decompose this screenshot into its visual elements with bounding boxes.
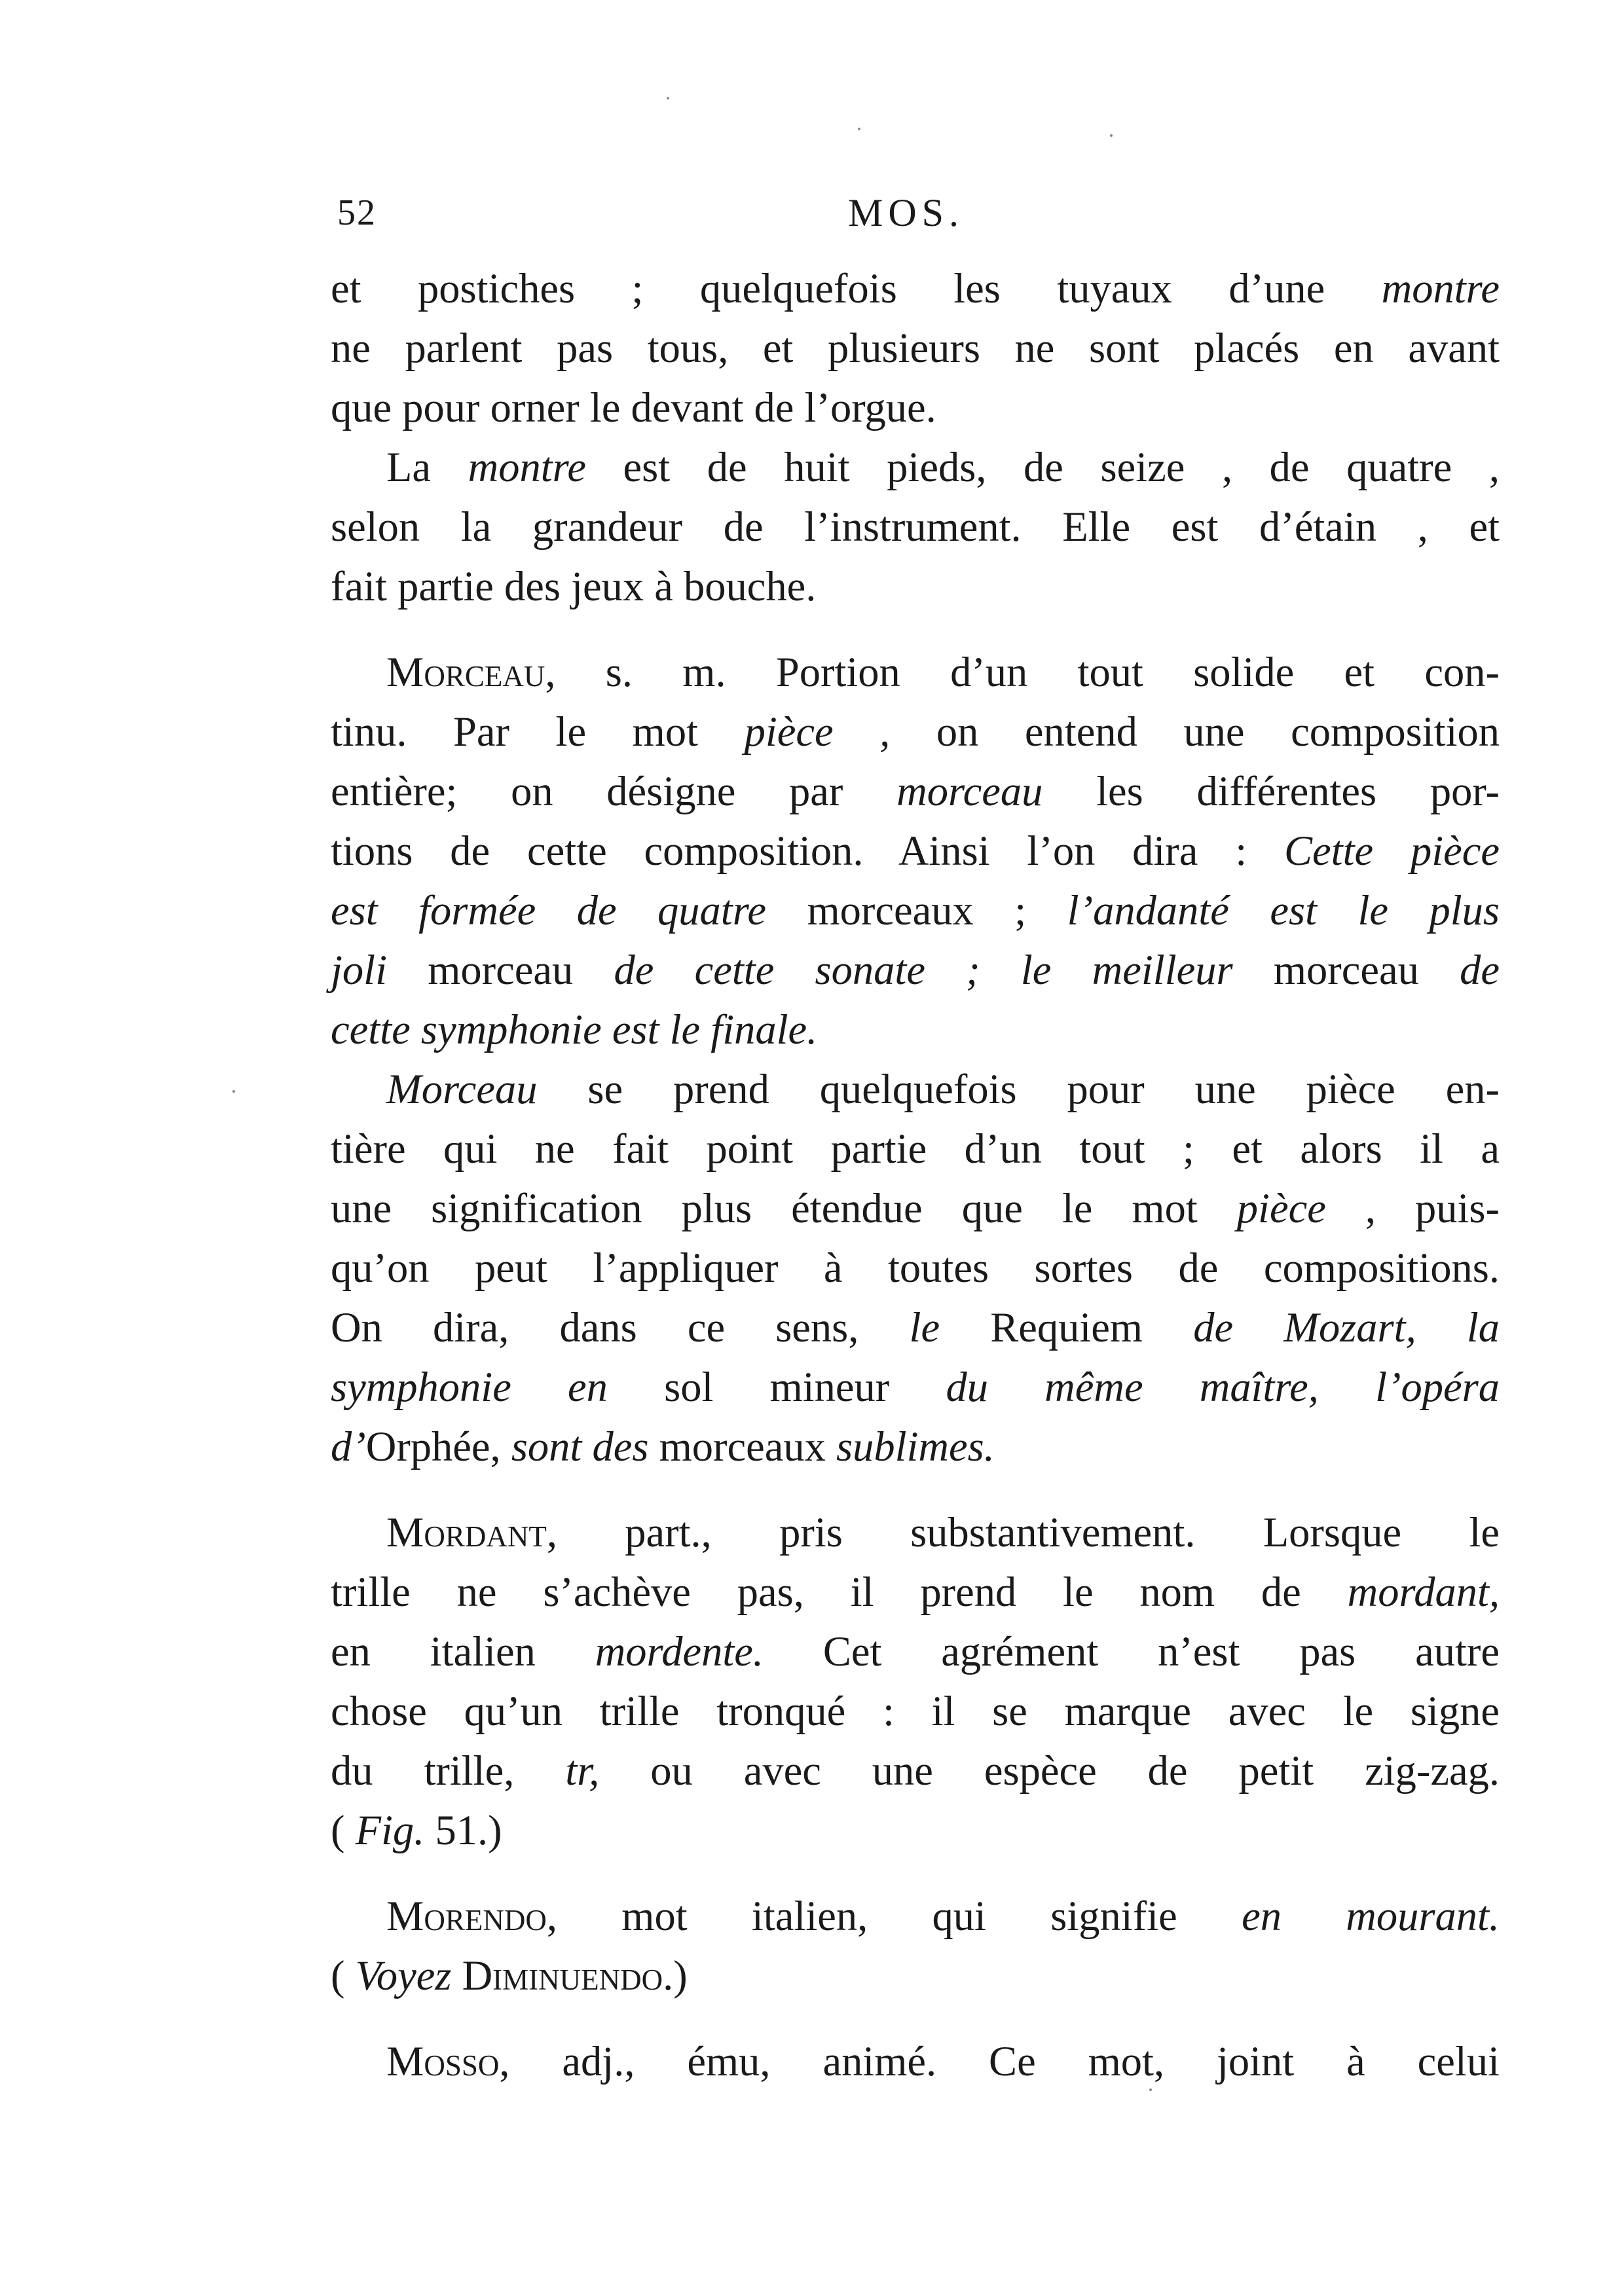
- text-run: 51.): [424, 1807, 502, 1853]
- text-line: [331, 1417, 1500, 1476]
- text-run: on entend une composition: [890, 708, 1500, 755]
- paper-speck: [1149, 2088, 1152, 2091]
- italic-text: mordente.: [595, 1628, 764, 1675]
- paper-speck: [667, 97, 669, 100]
- paper-speck: [858, 128, 860, 130]
- italic-text: d’: [331, 1423, 366, 1470]
- text-run: tière qui ne fait point partie d’un tout ; et alors il a: [331, 1125, 1500, 1172]
- text-run: fait partie des jeux à bouche.: [331, 563, 817, 610]
- text-line: [331, 1059, 1500, 1119]
- text-run: trille ne s’achève pas, il prend le nom de: [331, 1569, 1348, 1615]
- italic-text: de Mozart, la: [1193, 1304, 1500, 1351]
- text-run: , adj., ému, animé. Ce mot, joint à celui: [499, 2038, 1500, 2085]
- text-run: (: [331, 1952, 356, 1999]
- italic-text: symphonie en: [331, 1364, 608, 1410]
- text-line: [331, 821, 1500, 881]
- italic-text: le: [909, 1304, 940, 1351]
- page-number: 52: [337, 192, 377, 233]
- text-run: morceaux ;: [766, 887, 1067, 934]
- italic-text: sublimes.: [836, 1423, 995, 1470]
- italic-text: Morceau: [386, 1066, 538, 1112]
- text-line: [331, 642, 1500, 702]
- text-line: [331, 1886, 1500, 1946]
- text-run: selon la grandeur de l’instrument. Elle est d’étain , et: [331, 503, 1500, 550]
- text-run: , puis-: [1325, 1185, 1500, 1231]
- dictionary-body-text: [331, 259, 1500, 2091]
- text-run: , part., pris substantivement. Lorsque le: [546, 1509, 1500, 1556]
- text-run: est de huit pieds, de seize , de quatre ,: [585, 444, 1500, 490]
- text-line: [331, 1681, 1500, 1741]
- italic-text: tr,: [565, 1747, 600, 1794]
- text-run: ou avec une espèce de petit zig-zag.: [599, 1747, 1500, 1794]
- entry-headword: Morendo: [386, 1893, 547, 1939]
- text-line: [331, 761, 1500, 821]
- running-head: [337, 180, 1496, 246]
- italic-text: pièce ,: [744, 708, 891, 755]
- text-run: .): [663, 1952, 688, 1999]
- text-line: [331, 702, 1500, 761]
- text-run: les différentes por-: [1043, 768, 1500, 814]
- text-run: [451, 1952, 462, 1999]
- italic-text: Cette pièce: [1284, 828, 1500, 874]
- entry-headword: Morceau: [386, 649, 545, 695]
- text-line: [331, 1946, 1500, 2005]
- text-run: ne parlent pas tous, et plusieurs ne sont placés en avant: [331, 325, 1500, 371]
- text-line: [331, 940, 1500, 1000]
- text-run: La: [386, 444, 468, 490]
- text-run: Cet agrément n’est pas autre: [764, 1628, 1500, 1675]
- text-run: Orphée,: [365, 1423, 511, 1470]
- paper-speck: [1110, 134, 1113, 137]
- text-run: morceau: [387, 947, 614, 993]
- italic-text: Fig.: [355, 1807, 425, 1853]
- text-run: entière; on désigne par: [331, 768, 897, 814]
- text-run: morceau: [1232, 947, 1460, 993]
- text-run: se prend quelquefois pour une pièce en-: [537, 1066, 1500, 1112]
- paragraph-gap: [331, 1476, 1500, 1503]
- paper-speck: [232, 1090, 235, 1093]
- entry-headword: Diminuendo: [462, 1952, 663, 1999]
- paragraph-gap: [331, 2005, 1500, 2032]
- text-line: [331, 1741, 1500, 1800]
- entry-headword: Mordant: [386, 1509, 547, 1556]
- text-run: en italien: [331, 1628, 595, 1675]
- paragraph-gap: [331, 616, 1500, 642]
- text-line: [331, 318, 1500, 378]
- running-title: MOS.: [848, 191, 965, 234]
- text-line: [331, 1357, 1500, 1417]
- text-line: [331, 881, 1500, 940]
- italic-text: est formée de quatre: [331, 887, 767, 934]
- text-run: (: [331, 1807, 356, 1853]
- text-line: [331, 437, 1500, 497]
- text-run: et postiches ; quelquefois les tuyaux d’une: [331, 265, 1382, 312]
- italic-text: montre: [1381, 265, 1500, 312]
- text-run: du trille,: [331, 1747, 566, 1794]
- text-line: [331, 1000, 1500, 1059]
- italic-text: mordant,: [1347, 1569, 1500, 1615]
- italic-text: l’andanté est le plus: [1067, 887, 1500, 934]
- text-line: [331, 497, 1500, 556]
- text-run: , s. m. Portion d’un tout solide et con-: [545, 649, 1500, 695]
- italic-text: de cette sonate ; le meilleur: [614, 947, 1233, 993]
- text-line: [331, 1622, 1500, 1681]
- italic-text: cette symphonie est le finale.: [331, 1006, 818, 1053]
- text-run: chose qu’un trille tronqué : il se marque avec le signe: [331, 1688, 1500, 1734]
- text-line: [331, 1800, 1500, 1860]
- text-run: une signification plus étendue que le mot: [331, 1185, 1237, 1231]
- text-line: [331, 1562, 1500, 1622]
- text-line: [331, 1178, 1500, 1238]
- text-line: [331, 1238, 1500, 1298]
- text-run: On dira, dans ce sens,: [331, 1304, 910, 1351]
- italic-text: du même maître, l’opéra: [946, 1364, 1500, 1410]
- italic-text: de: [1460, 947, 1500, 993]
- text-line: [331, 378, 1500, 437]
- text-line: [331, 259, 1500, 318]
- text-run: sol mineur: [607, 1364, 946, 1410]
- italic-text: en mourant.: [1242, 1893, 1500, 1939]
- text-run: , mot italien, qui signifie: [546, 1893, 1242, 1939]
- text-line: [331, 1503, 1500, 1562]
- italic-text: montre: [468, 444, 586, 490]
- text-line: [331, 1119, 1500, 1178]
- italic-text: joli: [331, 947, 388, 993]
- text-line: [331, 2032, 1500, 2091]
- entry-headword: Mosso: [386, 2038, 500, 2085]
- text-run: tinu. Par le mot: [331, 708, 745, 755]
- paragraph-gap: [331, 1860, 1500, 1886]
- italic-text: sont des: [511, 1423, 649, 1470]
- italic-text: Voyez: [355, 1952, 452, 1999]
- text-run: Requiem: [940, 1304, 1194, 1351]
- text-line: [331, 1298, 1500, 1357]
- text-run: tions de cette composition. Ainsi l’on dira :: [331, 828, 1284, 874]
- italic-text: pièce: [1236, 1185, 1326, 1231]
- text-run: que pour orner le devant de l’orgue.: [331, 384, 936, 431]
- text-line: [331, 556, 1500, 616]
- italic-text: morceau: [896, 768, 1043, 814]
- text-run: qu’on peut l’appliquer à toutes sortes de compositions.: [331, 1245, 1500, 1291]
- text-run: morceaux: [648, 1423, 836, 1470]
